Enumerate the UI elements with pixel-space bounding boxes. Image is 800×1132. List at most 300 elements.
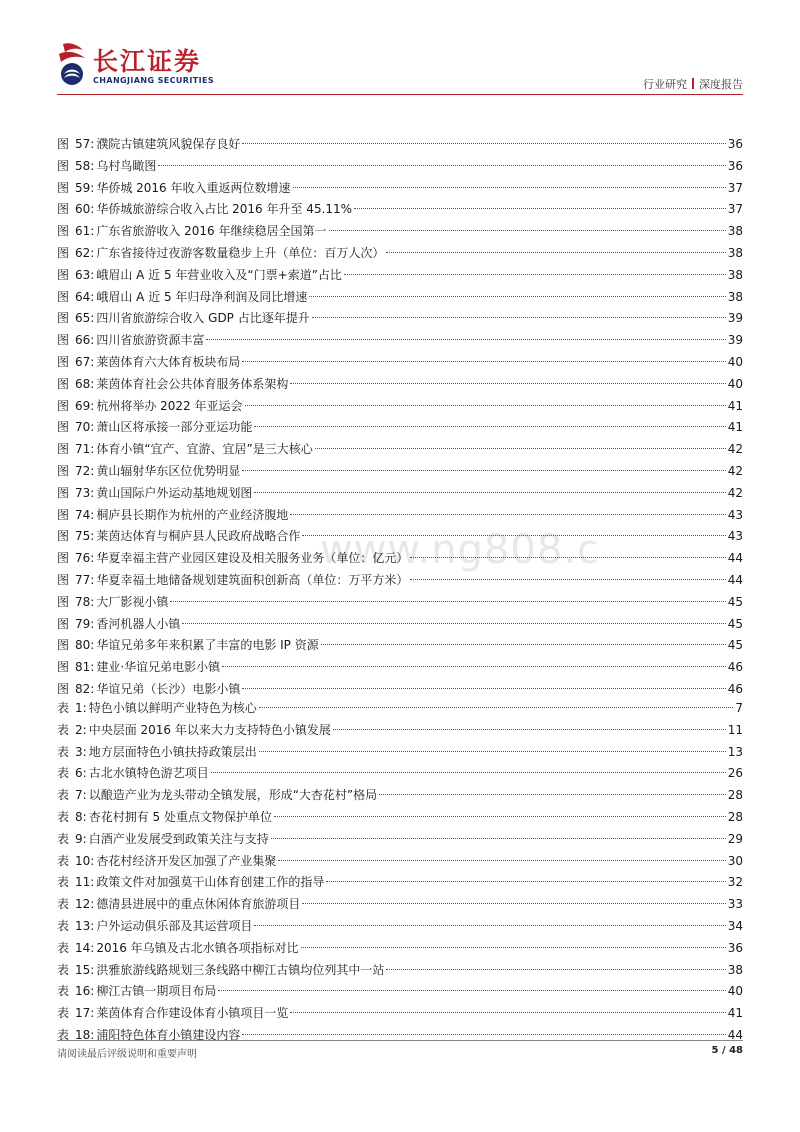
toc-entry[interactable] bbox=[57, 330, 743, 352]
toc-leader-dots bbox=[315, 448, 726, 449]
toc-leader-dots bbox=[290, 1012, 725, 1013]
toc-entry-kind: 表 bbox=[57, 1027, 70, 1042]
toc-leader-dots bbox=[254, 925, 725, 926]
toc-entry-label bbox=[57, 698, 257, 720]
toc-entry-label bbox=[57, 483, 252, 505]
toc-entry[interactable] bbox=[57, 720, 743, 742]
toc-entry-number: 67: bbox=[75, 354, 95, 369]
brand-name-cn: 长江证券 bbox=[93, 47, 202, 76]
toc-entry-number: 81: bbox=[75, 660, 95, 675]
toc-entry-title: 地方层面特色小镇扶持政策层出 bbox=[88, 744, 257, 759]
toc-leader-dots bbox=[245, 405, 726, 406]
toc-entry-page: 44 bbox=[727, 572, 743, 587]
toc-entry[interactable] bbox=[57, 287, 743, 309]
toc-entry[interactable] bbox=[57, 698, 743, 720]
toc-entry-label bbox=[57, 960, 384, 982]
toc-entry[interactable] bbox=[57, 981, 743, 1003]
toc-entry-page: 45 bbox=[727, 594, 743, 609]
toc-entry-title: 香河机器人小镇 bbox=[96, 616, 181, 631]
footer-rule bbox=[57, 1040, 743, 1041]
toc-entry-label bbox=[57, 134, 240, 156]
toc-entry-title: 黄山辐射华东区位优势明显 bbox=[96, 463, 241, 478]
toc-leader-dots bbox=[290, 383, 725, 384]
toc-entry-number: 63: bbox=[75, 267, 95, 282]
toc-entry-title: 户外运动俱乐部及其运营项目 bbox=[96, 918, 253, 933]
toc-leader-dots bbox=[242, 1034, 725, 1035]
toc-entry[interactable] bbox=[57, 1003, 743, 1025]
separator bbox=[692, 78, 694, 89]
toc-entry-page: 39 bbox=[727, 311, 743, 326]
toc-entry-number: 1: bbox=[75, 701, 87, 715]
toc-entry[interactable] bbox=[57, 938, 743, 960]
toc-entry-title: 华侨城旅游综合收入占比 2016 年升至 45.11% bbox=[96, 202, 353, 217]
toc-entry-number: 60: bbox=[75, 202, 95, 217]
toc-entry-title: 杭州将举办 2022 年亚运会 bbox=[96, 398, 243, 413]
toc-entry-page: 46 bbox=[727, 681, 743, 696]
toc-entry[interactable] bbox=[57, 199, 743, 221]
toc-entry[interactable] bbox=[57, 548, 743, 570]
toc-entry-kind: 表 bbox=[57, 701, 70, 715]
toc-entry-title: 广东省旅游收入 2016 年继续稳居全国第一 bbox=[96, 224, 327, 239]
toc-leader-dots bbox=[410, 557, 725, 558]
toc-entry-page: 45 bbox=[727, 638, 743, 653]
toc-entry-kind: 表 bbox=[57, 809, 70, 824]
toc-entry-label bbox=[57, 374, 288, 396]
toc-entry-page: 40 bbox=[727, 984, 743, 999]
toc-entry[interactable] bbox=[57, 916, 743, 938]
toc-entry[interactable] bbox=[57, 243, 743, 265]
toc-entry-kind: 表 bbox=[57, 962, 70, 977]
toc-entry[interactable] bbox=[57, 265, 743, 287]
toc-entry-number: 74: bbox=[75, 507, 95, 522]
toc-entry-number: 61: bbox=[75, 224, 95, 239]
toc-entry-title: 濮院古镇建筑风貌保存良好 bbox=[96, 137, 241, 151]
toc-entry-kind: 图 bbox=[57, 267, 70, 282]
toc-entry-title: 古北水镇特色游艺项目 bbox=[88, 766, 209, 781]
toc-entry-label bbox=[57, 199, 352, 221]
toc-entry-number: 17: bbox=[75, 1006, 95, 1021]
toc-entry-kind: 图 bbox=[57, 594, 70, 609]
toc-entry-title: 莱茵体育社会公共体育服务体系架构 bbox=[96, 376, 289, 391]
toc-entry-kind: 图 bbox=[57, 376, 70, 391]
toc-entry-page: 13 bbox=[727, 744, 743, 759]
toc-entry-label bbox=[57, 330, 204, 352]
toc-entry-title: 黄山国际户外运动基地规划图 bbox=[96, 485, 253, 500]
toc-entry-number: 76: bbox=[75, 551, 95, 566]
toc-entry-title: 大厂影视小镇 bbox=[96, 594, 169, 609]
toc-entry-page: 37 bbox=[727, 202, 743, 217]
toc-entry-title: 洪雅旅游线路规划三条线路中柳江古镇均位列其中一站 bbox=[96, 962, 385, 977]
toc-entry[interactable] bbox=[57, 134, 743, 156]
company-logo bbox=[55, 40, 255, 90]
toc-entry-kind: 图 bbox=[57, 354, 70, 369]
toc-entry-number: 79: bbox=[75, 616, 95, 631]
toc-entry-title: 华夏幸福土地储备规划建筑面积创新高（单位：万平方米） bbox=[96, 572, 409, 587]
toc-entry-page: 41 bbox=[727, 420, 743, 435]
toc-entry[interactable] bbox=[57, 439, 743, 461]
toc-entry-page: 28 bbox=[727, 788, 743, 803]
toc-entry-label bbox=[57, 548, 408, 570]
toc-leader-dots bbox=[274, 816, 726, 817]
toc-entry-number: 15: bbox=[75, 962, 95, 977]
toc-leader-dots bbox=[242, 361, 725, 362]
toc-entry-page: 43 bbox=[727, 507, 743, 522]
toc-leader-dots bbox=[309, 296, 725, 297]
toc-entry-title: 中央层面 2016 年以来大力支持特色小镇发展 bbox=[88, 722, 331, 737]
toc-leader-dots bbox=[242, 688, 725, 689]
toc-entry-kind: 图 bbox=[57, 485, 70, 500]
toc-entry-number: 68: bbox=[75, 376, 95, 391]
toc-entry-title: 四川省旅游综合收入 GDP 占比逐年提升 bbox=[96, 311, 310, 326]
toc-entry-number: 70: bbox=[75, 420, 95, 435]
toc-entry-page: 33 bbox=[727, 897, 743, 912]
toc-entry-label bbox=[57, 1025, 240, 1047]
toc-entry-label bbox=[57, 785, 377, 807]
toc-leader-dots bbox=[410, 579, 725, 580]
toc-entry-label bbox=[57, 461, 240, 483]
toc-entry-kind: 表 bbox=[57, 940, 70, 955]
toc-entry[interactable] bbox=[57, 483, 743, 505]
toc-entry-kind: 图 bbox=[57, 660, 70, 675]
toc-entry-title: 峨眉山 A 近 5 年营业收入及“门票+索道”占比 bbox=[96, 267, 342, 282]
toc-entry-kind: 图 bbox=[57, 245, 70, 260]
footer-disclaimer: 请阅读最后评级说明和重要声明 bbox=[57, 1049, 197, 1060]
category-label: 行业研究 bbox=[643, 78, 687, 91]
toc-leader-dots bbox=[302, 903, 725, 904]
page-header bbox=[0, 0, 800, 100]
toc-entry-label bbox=[57, 265, 342, 287]
toc-leader-dots bbox=[259, 751, 726, 752]
toc-entry-number: 80: bbox=[75, 638, 95, 653]
toc-entry-kind: 图 bbox=[57, 158, 70, 173]
toc-entry[interactable] bbox=[57, 592, 743, 614]
toc-entry-kind: 图 bbox=[57, 463, 70, 478]
toc-entry-title: 柳江古镇一期项目布局 bbox=[96, 984, 217, 999]
toc-entry-page: 11 bbox=[727, 722, 743, 737]
toc-entry[interactable] bbox=[57, 374, 743, 396]
toc-leader-dots bbox=[329, 230, 726, 231]
watermark: www.ng808.c bbox=[320, 527, 600, 573]
toc-leader-dots bbox=[182, 623, 725, 624]
toc-entry-label bbox=[57, 505, 288, 527]
toc-entry-kind: 图 bbox=[57, 638, 70, 653]
toc-entry-title: 2016 年乌镇及古北水镇各项指标对比 bbox=[96, 940, 299, 955]
toc-entry-number: 62: bbox=[75, 245, 95, 260]
toc-entry-number: 66: bbox=[75, 333, 95, 348]
toc-entry[interactable] bbox=[57, 505, 743, 527]
toc-entry-page: 38 bbox=[727, 289, 743, 304]
toc-entry-label bbox=[57, 221, 327, 243]
toc-entry-label bbox=[57, 526, 300, 548]
toc-entry-page: 41 bbox=[727, 398, 743, 413]
toc-entry-page: 7 bbox=[735, 701, 743, 715]
toc-entry[interactable] bbox=[57, 635, 743, 657]
toc-entry[interactable] bbox=[57, 1025, 743, 1047]
toc-entry-kind: 图 bbox=[57, 529, 70, 544]
toc-leader-dots bbox=[211, 772, 726, 773]
logo-emblem-icon bbox=[55, 40, 91, 88]
toc-entry-number: 71: bbox=[75, 442, 95, 457]
toc-entry[interactable] bbox=[57, 308, 743, 330]
toc-entry-page: 28 bbox=[727, 809, 743, 824]
toc-entry-title: 杏花村经济开发区加强了产业集聚 bbox=[96, 853, 277, 868]
toc-entry-kind: 图 bbox=[57, 180, 70, 195]
toc-entry[interactable] bbox=[57, 417, 743, 439]
toc-entry-number: 7: bbox=[75, 788, 87, 803]
toc-entry-kind: 表 bbox=[57, 722, 70, 737]
toc-entry-number: 6: bbox=[75, 766, 87, 781]
toc-leader-dots bbox=[254, 492, 725, 493]
toc-entry[interactable] bbox=[57, 352, 743, 374]
toc-leader-dots bbox=[386, 252, 725, 253]
toc-entry-page: 38 bbox=[727, 224, 743, 239]
toc-entry-page: 38 bbox=[727, 267, 743, 282]
toc-entry-label bbox=[57, 916, 252, 938]
toc-entry-page: 46 bbox=[727, 660, 743, 675]
toc-leader-dots bbox=[254, 426, 725, 427]
toc-entry-label bbox=[57, 763, 209, 785]
toc-entry[interactable] bbox=[57, 763, 743, 785]
toc-leader-dots bbox=[312, 317, 726, 318]
toc-entry-kind: 图 bbox=[57, 420, 70, 435]
toc-leader-dots bbox=[333, 729, 726, 730]
toc-entry-page: 36 bbox=[727, 158, 743, 173]
toc-entry-kind: 表 bbox=[57, 744, 70, 759]
brand-name-en: CHANGJIANG SECURITIES bbox=[93, 76, 215, 85]
toc-entry-page: 26 bbox=[727, 766, 743, 781]
toc-entry-label bbox=[57, 352, 240, 374]
toc-entry-kind: 图 bbox=[57, 398, 70, 413]
toc-entry-number: 75: bbox=[75, 529, 95, 544]
toc-entry-page: 40 bbox=[727, 376, 743, 391]
toc-entry-kind: 图 bbox=[57, 616, 70, 631]
page-number: 5 / 48 bbox=[711, 1045, 743, 1056]
toc-entry-number: 58: bbox=[75, 158, 95, 173]
toc-entry-label bbox=[57, 872, 324, 894]
report-type-label: 深度报告 bbox=[699, 78, 743, 91]
toc-entry-label bbox=[57, 178, 291, 200]
toc-entry[interactable] bbox=[57, 614, 743, 636]
toc-entry-label bbox=[57, 829, 269, 851]
toc-entry-number: 10: bbox=[75, 853, 95, 868]
toc-entry-page: 38 bbox=[727, 245, 743, 260]
toc-entry-number: 8: bbox=[75, 809, 87, 824]
toc-entry-label bbox=[57, 243, 384, 265]
toc-entry-kind: 图 bbox=[57, 572, 70, 587]
toc-entry-label bbox=[57, 417, 252, 439]
toc-entry-kind: 表 bbox=[57, 984, 70, 999]
toc-entry-page: 39 bbox=[727, 333, 743, 348]
toc-entry-page: 43 bbox=[727, 529, 743, 544]
toc-entry-label bbox=[57, 851, 276, 873]
toc-entry-label bbox=[57, 938, 299, 960]
toc-entry-kind: 图 bbox=[57, 333, 70, 348]
toc-entry-number: 9: bbox=[75, 831, 87, 846]
toc-leader-dots bbox=[218, 990, 725, 991]
toc-entry-label bbox=[57, 981, 216, 1003]
toc-entry-label bbox=[57, 592, 168, 614]
header-rule bbox=[57, 94, 743, 95]
toc-entry-page: 38 bbox=[727, 962, 743, 977]
toc-entry-title: 华谊兄弟多年来积累了丰富的电影 IP 资源 bbox=[96, 638, 319, 653]
toc-entry-kind: 表 bbox=[57, 831, 70, 846]
toc-entry-label bbox=[57, 807, 272, 829]
toc-entry[interactable] bbox=[57, 960, 743, 982]
toc-entry-page: 37 bbox=[727, 180, 743, 195]
toc-entry-title: 峨眉山 A 近 5 年归母净利润及同比增速 bbox=[96, 289, 308, 304]
toc-entry-title: 莱茵达体育与桐庐县人民政府战略合作 bbox=[96, 529, 301, 544]
toc-entry-title: 华侨城 2016 年收入重返两位数增速 bbox=[96, 180, 291, 195]
toc-entry-label bbox=[57, 614, 180, 636]
toc-entry-title: 乌村鸟瞰图 bbox=[96, 158, 157, 173]
toc-entry[interactable] bbox=[57, 396, 743, 418]
toc-entry-kind: 图 bbox=[57, 551, 70, 566]
toc-entry-page: 41 bbox=[727, 1006, 743, 1021]
toc-entry-title: 浦阳特色体育小镇建设内容 bbox=[96, 1027, 241, 1042]
toc-entry-title: 桐庐县长期作为杭州的产业经济腹地 bbox=[96, 507, 289, 522]
toc-entry-number: 57: bbox=[75, 137, 95, 151]
toc-entry-label bbox=[57, 570, 408, 592]
toc-entry-page: 30 bbox=[727, 853, 743, 868]
toc-leader-dots bbox=[344, 274, 726, 275]
toc-entry[interactable] bbox=[57, 872, 743, 894]
toc-entry-kind: 图 bbox=[57, 681, 70, 696]
toc-entry-page: 40 bbox=[727, 354, 743, 369]
toc-entry-label bbox=[57, 156, 156, 178]
toc-entry[interactable] bbox=[57, 570, 743, 592]
toc-entry-number: 18: bbox=[75, 1027, 95, 1042]
toc-entry-page: 36 bbox=[727, 940, 743, 955]
toc-entry-title: 莱茵体育合作建设体育小镇项目一览 bbox=[96, 1006, 289, 1021]
toc-entry-kind: 图 bbox=[57, 289, 70, 304]
toc-entry[interactable] bbox=[57, 178, 743, 200]
toc-entry-number: 59: bbox=[75, 180, 95, 195]
toc-entry-title: 杏花村拥有 5 处重点文物保护单位 bbox=[88, 809, 272, 824]
toc-entry-title: 广东省接待过夜游客数量稳步上升（单位：百万人次） bbox=[96, 245, 385, 260]
table-list bbox=[57, 698, 743, 1047]
toc-leader-dots bbox=[386, 969, 725, 970]
toc-entry-title: 白酒产业发展受到政策关注与支持 bbox=[88, 831, 269, 846]
toc-leader-dots bbox=[321, 644, 726, 645]
toc-entry-title: 政策文件对加强莫干山体育创建工作的指导 bbox=[96, 875, 325, 890]
toc-entry-title: 华夏幸福主营产业园区建设及相关服务业务（单位：亿元） bbox=[96, 551, 409, 566]
toc-entry[interactable] bbox=[57, 785, 743, 807]
toc-entry-title: 华谊兄弟（长沙）电影小镇 bbox=[96, 681, 241, 696]
toc-entry-label bbox=[57, 439, 313, 461]
toc-entry[interactable] bbox=[57, 526, 743, 548]
toc-leader-dots bbox=[158, 165, 725, 166]
toc-entry-kind: 表 bbox=[57, 918, 70, 933]
toc-entry-number: 11: bbox=[75, 875, 95, 890]
toc-leader-dots bbox=[290, 514, 725, 515]
toc-entry-title: 四川省旅游资源丰富 bbox=[96, 333, 205, 348]
toc-entry-page: 29 bbox=[727, 831, 743, 846]
toc-entry-number: 14: bbox=[75, 940, 95, 955]
toc-leader-dots bbox=[354, 208, 726, 209]
figure-list bbox=[57, 134, 743, 701]
toc-entry-number: 73: bbox=[75, 485, 95, 500]
toc-leader-dots bbox=[302, 535, 725, 536]
toc-leader-dots bbox=[301, 947, 726, 948]
toc-entry-page: 45 bbox=[727, 616, 743, 631]
toc-entry-page: 44 bbox=[727, 1027, 743, 1042]
toc-entry-number: 13: bbox=[75, 918, 95, 933]
toc-entry-label bbox=[57, 308, 310, 330]
toc-entry-page: 32 bbox=[727, 875, 743, 890]
toc-entry-kind: 图 bbox=[57, 137, 70, 151]
toc-entry-number: 2: bbox=[75, 722, 87, 737]
toc-entry-title: 体育小镇“宜产、宜游、宜居”是三大核心 bbox=[96, 442, 313, 457]
toc-entry[interactable] bbox=[57, 829, 743, 851]
toc-entry-page: 42 bbox=[727, 485, 743, 500]
toc-leader-dots bbox=[293, 187, 726, 188]
toc-entry-title: 德清县进展中的重点休闲体育旅游项目 bbox=[96, 897, 301, 912]
toc-entry[interactable] bbox=[57, 657, 743, 679]
toc-entry-label bbox=[57, 635, 319, 657]
toc-entry-label bbox=[57, 657, 220, 679]
toc-entry[interactable] bbox=[57, 156, 743, 178]
toc-leader-dots bbox=[206, 339, 725, 340]
toc-entry-label bbox=[57, 894, 300, 916]
toc-leader-dots bbox=[242, 470, 725, 471]
toc-entry-page: 34 bbox=[727, 918, 743, 933]
toc-leader-dots bbox=[222, 666, 726, 667]
toc-entry-kind: 表 bbox=[57, 853, 70, 868]
toc-entry-number: 64: bbox=[75, 289, 95, 304]
toc-entry-number: 65: bbox=[75, 311, 95, 326]
toc-entry-number: 78: bbox=[75, 594, 95, 609]
toc-entry-label bbox=[57, 742, 257, 764]
toc-leader-dots bbox=[326, 881, 725, 882]
toc-entry-number: 82: bbox=[75, 681, 95, 696]
toc-entry[interactable] bbox=[57, 894, 743, 916]
toc-entry-kind: 表 bbox=[57, 897, 70, 912]
toc-entry-number: 16: bbox=[75, 984, 95, 999]
toc-leader-dots bbox=[379, 794, 726, 795]
toc-entry-page: 42 bbox=[727, 463, 743, 478]
toc-entry-kind: 图 bbox=[57, 202, 70, 217]
toc-entry-kind: 表 bbox=[57, 875, 70, 890]
toc-leader-dots bbox=[271, 838, 726, 839]
toc-entry[interactable] bbox=[57, 742, 743, 764]
toc-leader-dots bbox=[242, 143, 725, 144]
toc-entry-page: 42 bbox=[727, 442, 743, 457]
toc-entry-title: 莱茵体育六大体育板块布局 bbox=[96, 354, 241, 369]
toc-entry-kind: 图 bbox=[57, 507, 70, 522]
toc-entry-kind: 表 bbox=[57, 766, 70, 781]
toc-entry-kind: 图 bbox=[57, 442, 70, 457]
toc-entry-title: 特色小镇以鲜明产业特色为核心 bbox=[88, 701, 257, 715]
toc-entry-number: 12: bbox=[75, 897, 95, 912]
report-category bbox=[643, 76, 743, 92]
toc-entry[interactable] bbox=[57, 461, 743, 483]
toc-entry-number: 77: bbox=[75, 572, 95, 587]
toc-entry-label bbox=[57, 396, 243, 418]
toc-leader-dots bbox=[259, 707, 734, 708]
toc-entry-page: 44 bbox=[727, 551, 743, 566]
toc-entry[interactable] bbox=[57, 807, 743, 829]
toc-entry[interactable] bbox=[57, 221, 743, 243]
toc-entry-kind: 图 bbox=[57, 311, 70, 326]
toc-entry[interactable] bbox=[57, 851, 743, 873]
toc-entry-kind: 表 bbox=[57, 788, 70, 803]
toc-entry-number: 69: bbox=[75, 398, 95, 413]
toc-entry-kind: 表 bbox=[57, 1006, 70, 1021]
toc-leader-dots bbox=[170, 601, 725, 602]
toc-entry-title: 建业·华谊兄弟电影小镇 bbox=[96, 660, 221, 675]
toc-entry-number: 3: bbox=[75, 744, 87, 759]
toc-entry-page: 36 bbox=[727, 137, 743, 151]
